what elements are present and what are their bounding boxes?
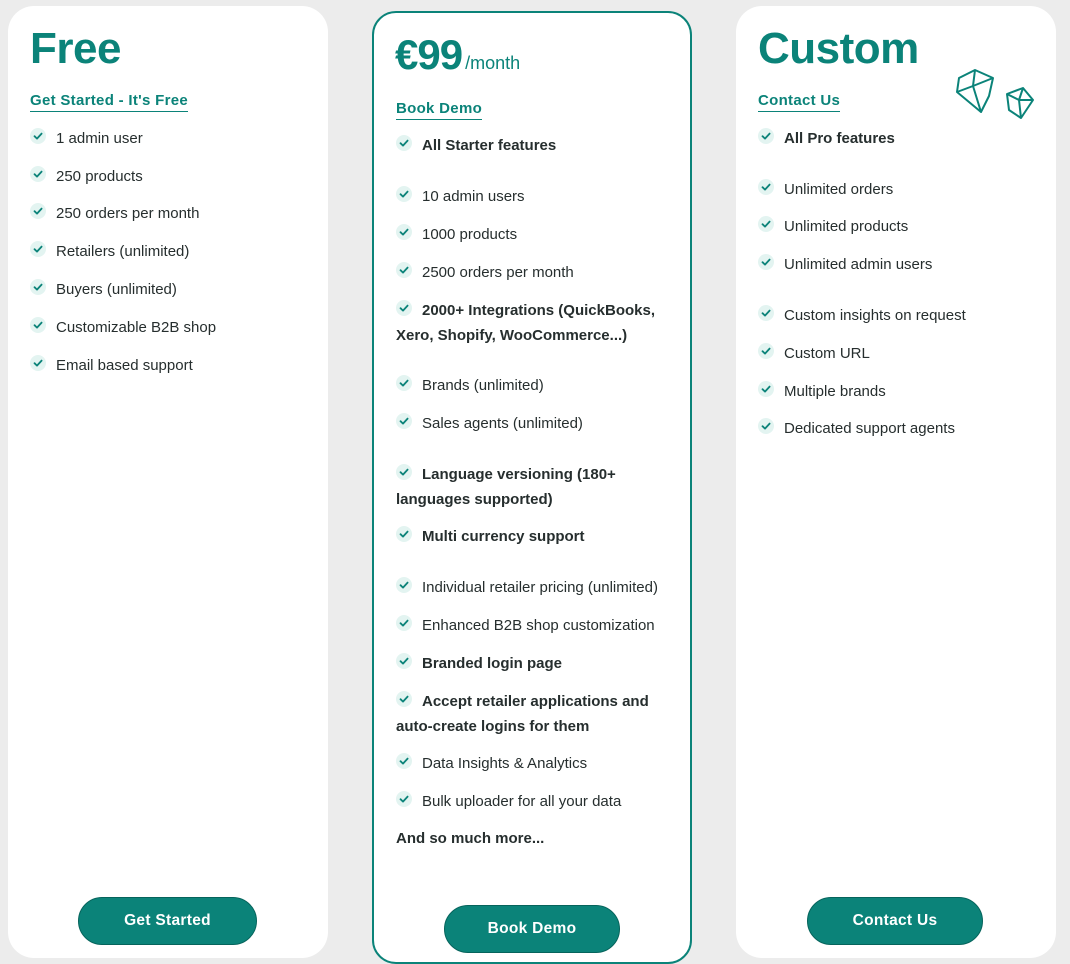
feature-item (396, 299, 686, 348)
feature-item (396, 652, 686, 677)
feature-text: Language versioning (180+ languages supported) (396, 466, 616, 508)
feature-item (30, 202, 320, 227)
check-icon (758, 254, 774, 270)
feature-text: All Pro features (784, 130, 895, 147)
feature-text: All Starter features (422, 137, 557, 154)
feature-text: 2000+ Integrations (QuickBooks, Xero, Shopify, WooCommerce...) (396, 302, 655, 344)
feature-text: 2500 orders per month (422, 264, 574, 281)
check-icon (30, 241, 46, 257)
price-period: /month (465, 53, 521, 73)
feature-item (30, 278, 320, 303)
feature-text: Buyers (unlimited) (56, 281, 177, 298)
feature-item (396, 752, 686, 777)
check-icon (396, 464, 412, 480)
get-started-link[interactable]: Get Started - It's Free (30, 92, 188, 112)
check-icon (396, 186, 412, 202)
feature-text: Bulk uploader for all your data (422, 793, 622, 810)
check-icon (30, 128, 46, 144)
feature-item (30, 354, 320, 379)
feature-item (396, 134, 686, 159)
price-amount: €99 (395, 31, 463, 78)
check-icon (758, 179, 774, 195)
more-features-text: And so much more... (396, 830, 545, 847)
feature-text: Sales agents (unlimited) (422, 415, 583, 432)
check-icon (758, 216, 774, 232)
gems-icon (953, 66, 1039, 133)
feature-item (396, 185, 686, 210)
check-icon (30, 279, 46, 295)
feature-text: Branded login page (422, 655, 563, 672)
feature-text: Brands (unlimited) (422, 377, 544, 394)
feature-item (396, 223, 686, 248)
feature-item (758, 304, 1048, 329)
check-icon (396, 691, 412, 707)
book-demo-button[interactable]: Book Demo (444, 905, 620, 953)
feature-item (396, 261, 686, 286)
check-icon (30, 355, 46, 371)
feature-item (396, 690, 686, 739)
feature-item (758, 178, 1048, 203)
check-icon (758, 305, 774, 321)
pricing-card-free (8, 6, 328, 958)
check-icon (758, 343, 774, 359)
feature-item (396, 374, 686, 399)
check-icon (758, 381, 774, 397)
feature-item (30, 316, 320, 341)
feature-item (396, 463, 686, 512)
feature-item (396, 412, 686, 437)
feature-text: Unlimited admin users (784, 256, 933, 273)
plan-price (395, 31, 520, 79)
get-started-button[interactable]: Get Started (78, 897, 257, 945)
plan-title: Free (30, 24, 121, 73)
feature-text: Data Insights & Analytics (422, 755, 588, 772)
contact-us-link[interactable]: Contact Us (758, 92, 840, 112)
feature-text: Dedicated support agents (784, 420, 955, 437)
check-icon (396, 791, 412, 807)
feature-text: 10 admin users (422, 188, 525, 205)
feature-text: 1000 products (422, 226, 518, 243)
feature-text: Unlimited orders (784, 181, 894, 198)
check-icon (758, 418, 774, 434)
feature-text: Enhanced B2B shop customization (422, 617, 655, 634)
plan-title: Custom (758, 24, 919, 73)
check-icon (396, 262, 412, 278)
feature-item (30, 127, 320, 152)
feature-item (758, 215, 1048, 240)
feature-text: Unlimited products (784, 218, 909, 235)
check-icon (396, 413, 412, 429)
feature-item (396, 790, 686, 815)
check-icon (396, 653, 412, 669)
feature-text: Multi currency support (422, 528, 585, 545)
feature-text: Retailers (unlimited) (56, 243, 190, 260)
feature-item (396, 614, 686, 639)
feature-text: Email based support (56, 357, 193, 374)
feature-text: 250 products (56, 168, 143, 185)
check-icon (396, 615, 412, 631)
check-icon (396, 375, 412, 391)
check-icon (396, 577, 412, 593)
feature-text: Custom URL (784, 345, 870, 362)
check-icon (30, 317, 46, 333)
check-icon (30, 166, 46, 182)
feature-text: Custom insights on request (784, 307, 966, 324)
feature-item (396, 525, 686, 550)
feature-item (758, 253, 1048, 278)
check-icon (396, 224, 412, 240)
check-icon (396, 135, 412, 151)
feature-item (30, 240, 320, 265)
feature-item (758, 127, 1048, 152)
feature-text: Customizable B2B shop (56, 319, 217, 336)
check-icon (396, 300, 412, 316)
feature-item (396, 576, 686, 601)
feature-item (758, 342, 1048, 367)
feature-text: 1 admin user (56, 130, 143, 147)
feature-text: 250 orders per month (56, 205, 200, 222)
feature-item (758, 417, 1048, 442)
pricing-card-pro (372, 11, 692, 964)
feature-text: Individual retailer pricing (unlimited) (422, 579, 658, 596)
check-icon (758, 128, 774, 144)
check-icon (30, 203, 46, 219)
contact-us-button[interactable]: Contact Us (807, 897, 983, 945)
feature-text: Multiple brands (784, 383, 886, 400)
feature-item (30, 165, 320, 190)
check-icon (396, 753, 412, 769)
pricing-card-custom (736, 6, 1056, 958)
feature-item (758, 380, 1048, 405)
check-icon (396, 526, 412, 542)
feature-text: Accept retailer applications and auto-create logins for them (396, 693, 649, 735)
book-demo-link[interactable]: Book Demo (396, 100, 482, 120)
